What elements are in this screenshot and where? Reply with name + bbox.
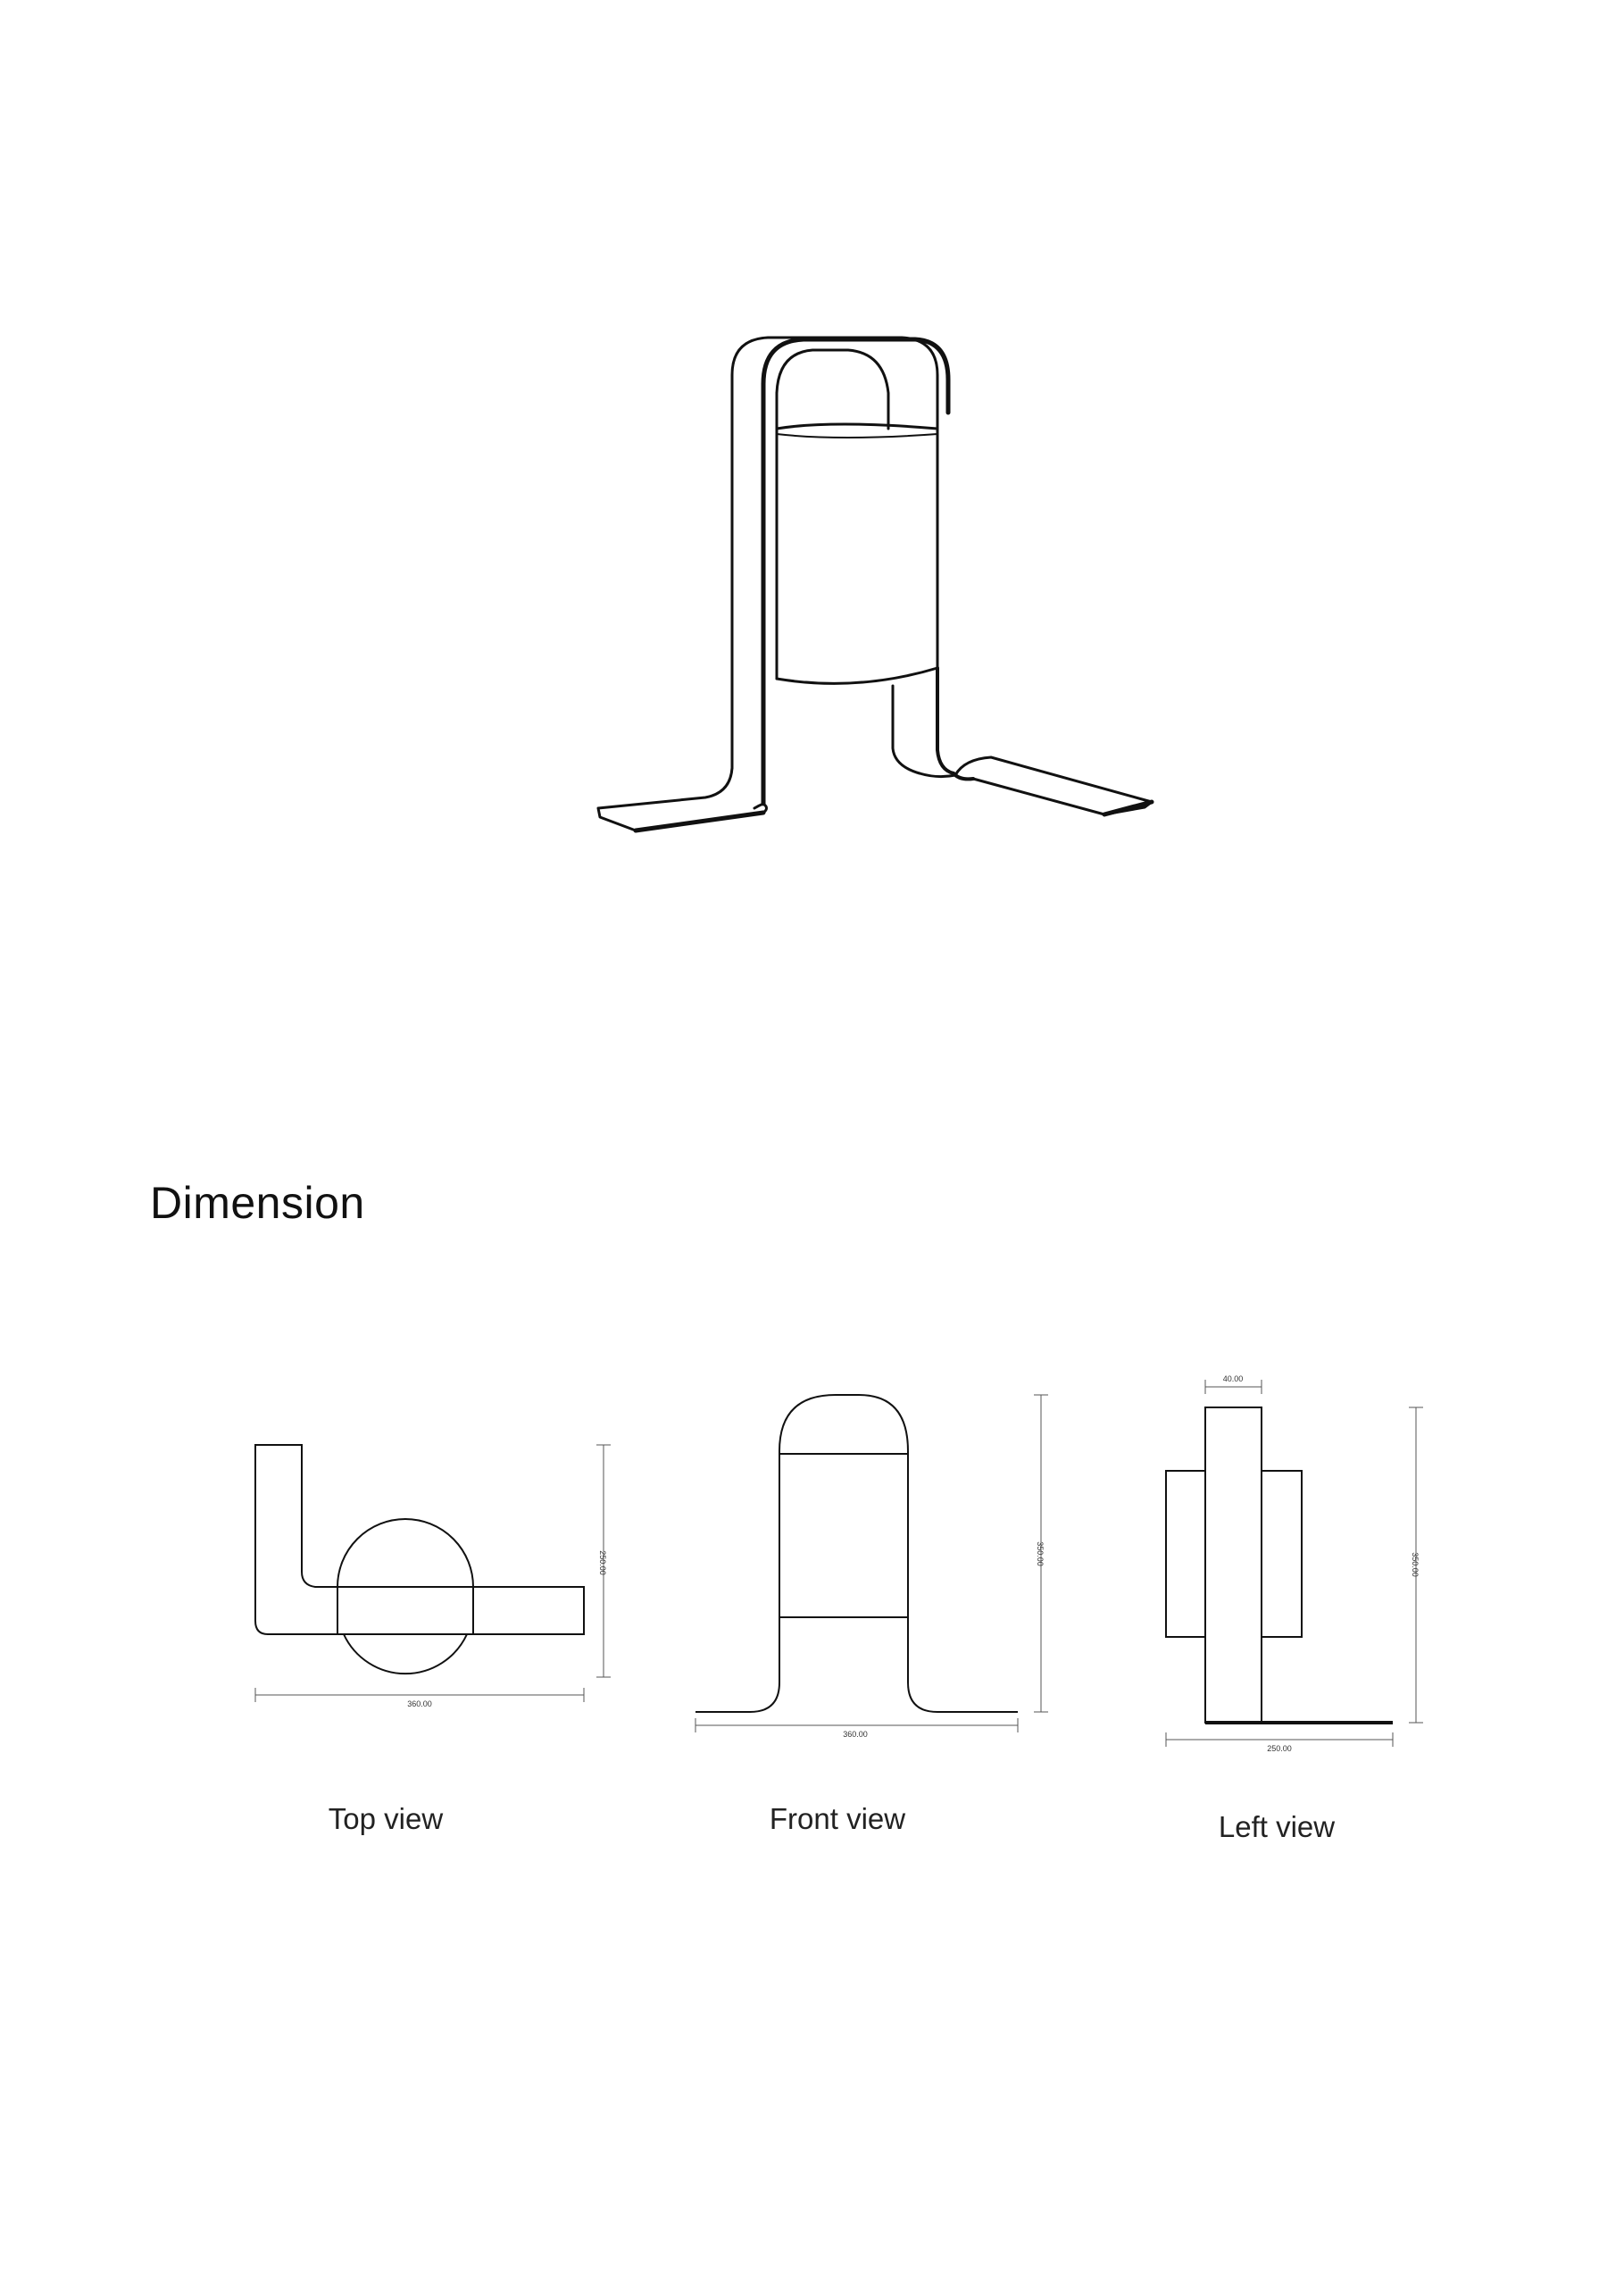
left-view-label: Left view	[1218, 1810, 1336, 1843]
top-view-width-dim-text: 360.00	[407, 1699, 432, 1708]
left-view-height-dim-text: 350.00	[1411, 1552, 1420, 1577]
left-view-depth-dim-text: 250.00	[1267, 1744, 1292, 1753]
top-view-depth-dim-text: 250.00	[598, 1550, 607, 1575]
top-view-label: Top view	[328, 1802, 444, 1835]
front-view-height-dim-text: 350.00	[1036, 1541, 1045, 1566]
section-title: Dimension	[150, 1178, 365, 1228]
front-view-label: Front view	[769, 1802, 906, 1835]
left-view-thickness-dim-text: 40.00	[1222, 1374, 1244, 1383]
left-view-strap	[1205, 1407, 1262, 1723]
front-view-width-dim-text: 360.00	[843, 1730, 868, 1739]
